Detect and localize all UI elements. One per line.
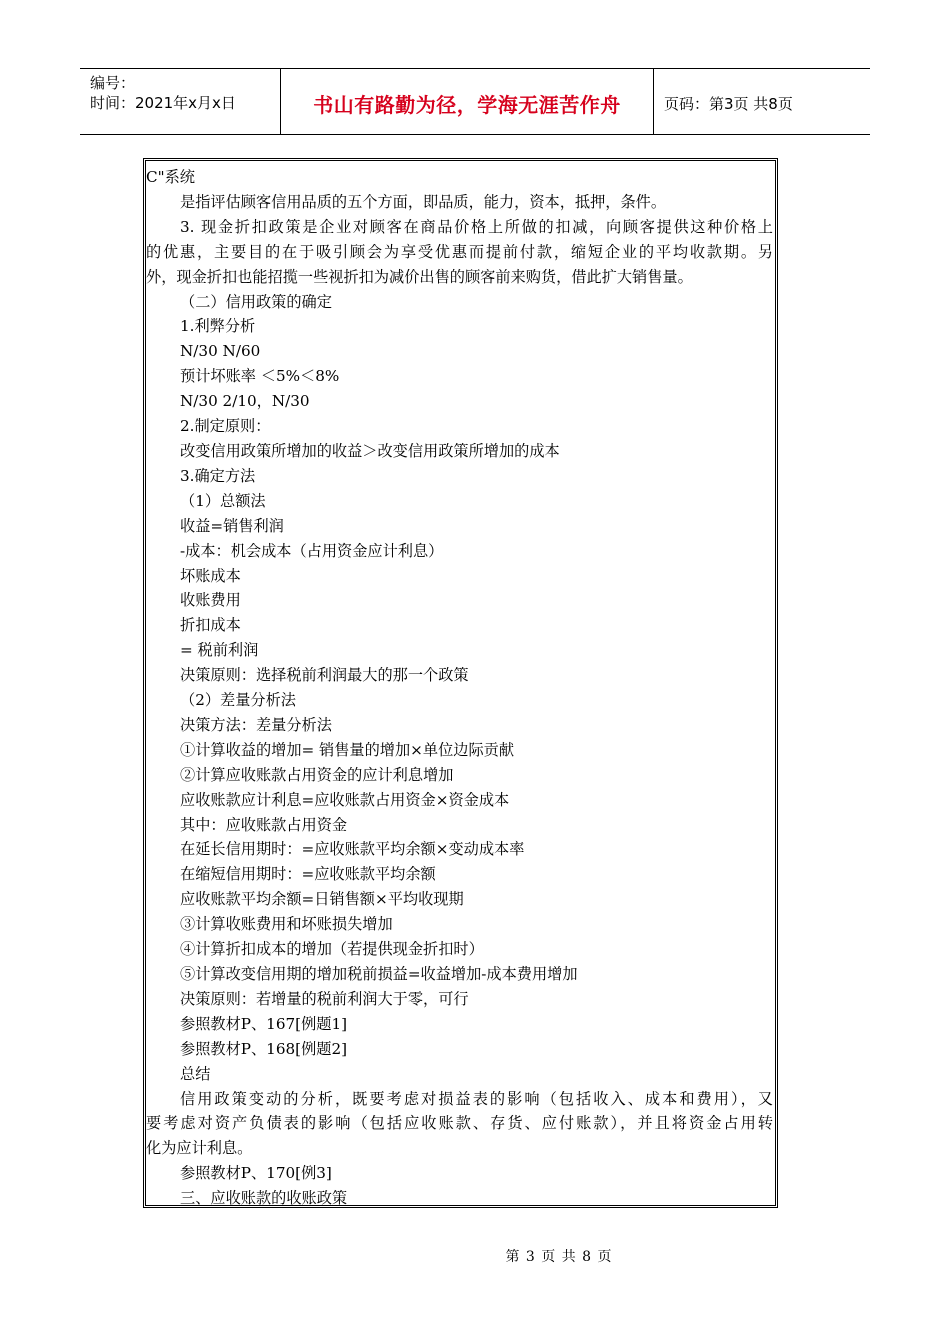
content-line: 决策方法：差量分析法: [180, 715, 332, 734]
content-line: 3.确定方法: [180, 466, 256, 485]
content-line: N/30 N/60: [180, 342, 261, 361]
content-line: 三、应收账款的收账政策: [180, 1189, 348, 1208]
content-line: 参照教材P、167[例题1]: [180, 1014, 348, 1033]
content-line: 预计坏账率 ＜5%＜8%: [180, 367, 340, 386]
content-line: 决策原则：选择税前利润最大的那一个政策: [180, 666, 469, 685]
content-line: ③计算收账费用和坏账损失增加: [180, 915, 393, 934]
content-line: 在缩短信用期时：=应收账款平均余额: [180, 865, 436, 884]
content-line: 在延长信用期时：=应收账款平均余额×变动成本率: [180, 840, 525, 859]
content-line: 外，现金折扣也能招揽一些视折扣为减价出售的顾客前来购货，借此扩大销售量。: [146, 267, 693, 286]
content-line: ④计算折扣成本的增加（若提供现金折扣时）: [180, 940, 484, 959]
content-line: 坏账成本: [180, 566, 241, 585]
page-header: [80, 68, 870, 135]
content-line: ②计算应收账款占用资金的应计利息增加: [180, 765, 454, 784]
content-line: 应收账款应计利息=应收账款占用资金×资金成本: [180, 790, 510, 809]
content-line: 参照教材P、170[例3]: [180, 1164, 332, 1183]
content-line: （1）总额法: [180, 491, 266, 510]
header-motto: 书山有路勤为径，学海无涯苦作舟: [281, 69, 654, 134]
content-line: 是指评估顾客信用品质的五个方面，即品质，能力，资本，抵押，条件。: [180, 192, 666, 211]
content-line: 1.利弊分析: [180, 317, 256, 336]
content-line: 其中：应收账款占用资金: [180, 815, 348, 834]
content-line: 总结: [180, 1064, 211, 1083]
content-line: C"系统: [146, 168, 195, 186]
content-line: 化为应计利息。: [146, 1139, 253, 1158]
time-label: 时间：2021年x月x日: [90, 94, 236, 112]
content-line: 收益=销售利润: [180, 516, 284, 535]
header-page-info: 页码：第3页 共8页: [664, 95, 793, 113]
content-line: 2.制定原则：: [180, 417, 271, 436]
content-line: 参照教材P、168[例题2]: [180, 1039, 348, 1058]
content-line: -成本：机会成本（占用资金应计利息）: [180, 541, 444, 560]
number-label: 编号：: [90, 74, 136, 92]
content-line: 改变信用政策所增加的收益＞改变信用政策所增加的成本: [180, 441, 560, 460]
content-line: 折扣成本: [180, 616, 241, 635]
page-footer: 第 3 页 共 8 页: [505, 1249, 613, 1265]
header-meta: [80, 69, 281, 134]
content-box: [143, 158, 778, 1208]
content-line: 3. 现金折扣政策是企业对顾客在商品价格上所做的扣减，向顾客提供这种价格上: [180, 217, 773, 236]
content-line: 决策原则：若增量的税前利润大于零，可行: [180, 989, 469, 1008]
content-line: 的优惠，主要目的在于吸引顾会为享受优惠而提前付款，缩短企业的平均收款期。另: [146, 242, 773, 261]
content-line: （二）信用政策的确定: [180, 292, 332, 311]
content-line: 信用政策变动的分析，既要考虑对损益表的影响（包括收入、成本和费用），又: [180, 1089, 773, 1108]
content-line: = 税前利润: [180, 641, 259, 660]
content-line: （2）差量分析法: [180, 691, 296, 710]
content-line: N/30 2/10，N/30: [180, 392, 310, 411]
content-line: ⑤计算改变信用期的增加税前损益=收益增加-成本费用增加: [180, 965, 578, 983]
content-line: 收账费用: [180, 591, 241, 610]
content-line: ①计算收益的增加= 销售量的增加×单位边际贡献: [180, 740, 515, 759]
content-line: 要考虑对资产负债表的影响（包括应收账款、存货、应付账款），并且将资金占用转: [146, 1114, 773, 1133]
content-line: 应收账款平均余额=日销售额×平均收现期: [180, 890, 464, 909]
